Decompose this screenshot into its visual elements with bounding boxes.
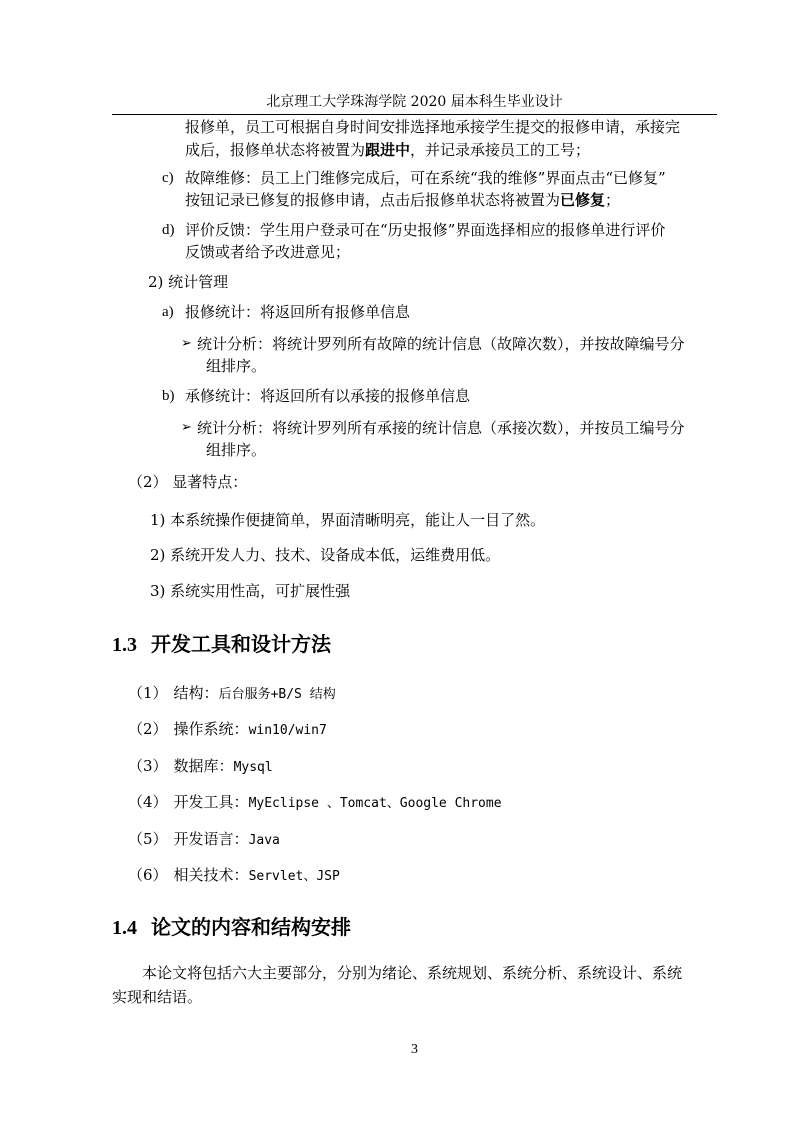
list-item: （5） 开发语言：Java [128,830,280,848]
section-heading-1-3 [112,630,331,659]
item-b-line2-pre: 成后，报修单状态将被置为 [185,141,366,159]
section-number: 1.4 [112,917,137,939]
section-title: 论文的内容和结构安排 [151,915,351,939]
arrow-bullet-icon: ➢ [181,336,192,351]
list-item: （3） 数据库：Mysql [128,757,273,775]
page-number: 3 [411,1042,418,1057]
item-b2-bullet-line2: 组排序。 [206,441,267,459]
status-following: 跟进中 [365,141,411,159]
list-item: （1） 结构：后台服务+B/S 结构 [128,684,336,702]
item-a-bullet-line2: 组排序。 [206,357,267,375]
item-d-line1: 评价反馈：学生用户登录可在“历史报修”界面选择相应的报修单进行评价 [185,221,666,239]
item-d-marker: d) [162,222,175,238]
item-a-text: 报修统计：将返回所有报修单信息 [185,303,411,321]
features-heading: （2） 显著特点： [128,473,248,491]
feature-3: 3) 系统实用性高，可扩展性强 [150,582,351,600]
page-header: 北京理工大学珠海学院 2020 届本科生毕业设计 [266,94,563,110]
item-b-line2-post: ，并记录承接员工的工号； [410,141,591,159]
feature-2: 2) 系统开发人力、技术、设备成本低，运维费用低。 [150,546,501,564]
section-number: 1.3 [112,634,137,656]
item-b-line1: 报修单，员工可根据自身时间安排选择地承接学生提交的报修申请，承接完 [185,118,681,136]
item-b2-marker: b) [162,388,175,404]
item-c-marker: c) [162,170,174,186]
section-title: 开发工具和设计方法 [151,632,331,656]
item-c-line2-pre: 按钮记录已修复的报修申请，点击后报修单状态将被置为 [185,191,561,209]
item-a-marker: a) [162,304,174,320]
stats-heading: 2) 统计管理 [148,273,229,291]
feature-1: 1) 本系统操作便捷简单，界面清晰明亮，能让人一目了然。 [150,511,546,529]
paragraph-line1: 本论文将包括六大主要部分，分别为绪论、系统规划、系统分析、系统设计、系统 [142,964,683,982]
list-item: （2） 操作系统：win10/win7 [128,720,327,738]
item-c-line2-post: ； [605,191,621,209]
item-c-line1: 故障维修：员工上门维修完成后，可在系统“我的维修”界面点击“已修复” [185,169,666,187]
item-b-line2 [185,139,590,161]
paragraph-line2: 实现和结语。 [112,988,203,1006]
item-b2-text: 承修统计：将返回所有以承接的报修单信息 [185,387,471,405]
header-rule [112,114,717,115]
list-item: （6） 相关技术：Servlet、JSP [128,866,340,884]
item-a-bullet-line1: 统计分析：将统计罗列所有故障的统计信息（故障次数），并按故障编号分 [197,335,685,353]
section-heading-1-4 [112,913,351,942]
list-item: （4） 开发工具：MyEclipse 、Tomcat、Google Chrome [128,793,502,811]
arrow-bullet-icon: ➢ [181,420,192,435]
item-c-line2 [185,189,620,211]
item-b2-bullet-line1: 统计分析：将统计罗列所有承接的统计信息（承接次数），并按员工编号分 [197,419,685,437]
status-repaired: 已修复 [560,191,606,209]
item-d-line2: 反馈或者给予改进意见； [185,243,351,261]
